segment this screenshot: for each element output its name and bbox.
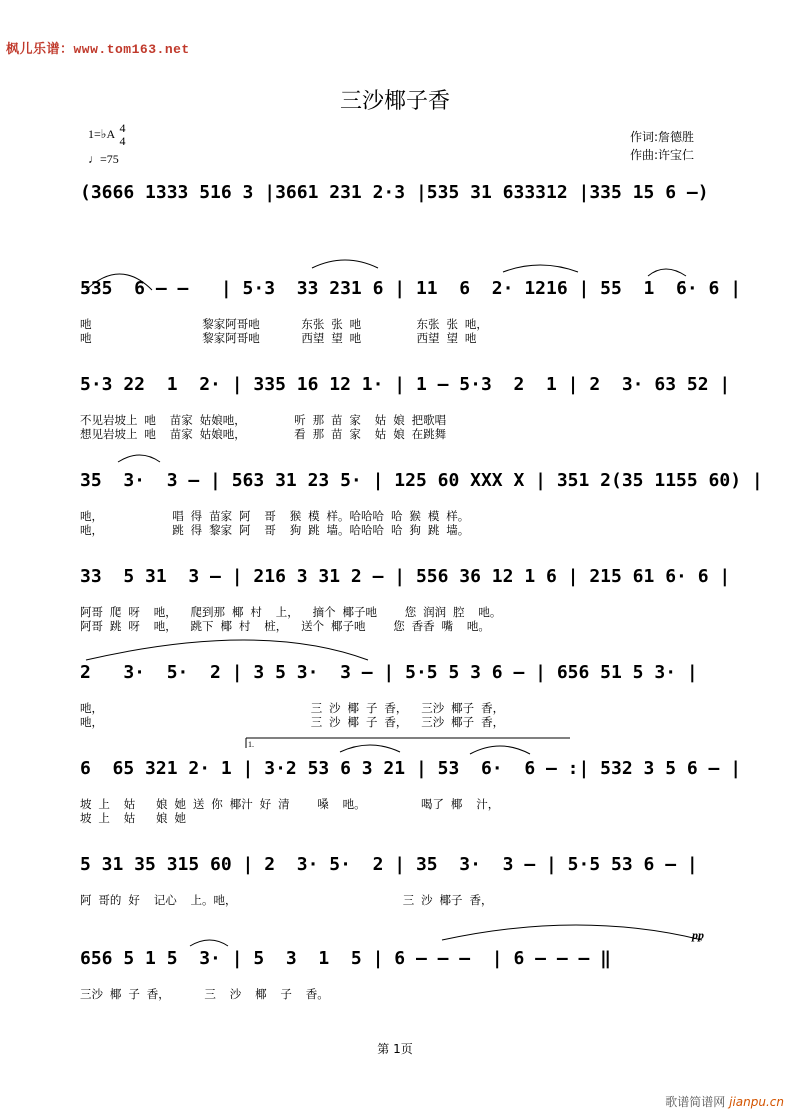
lyric-verse-1: 吔 黎家阿哥吔 东张 张 吔 东张 张 吔，	[80, 317, 488, 331]
page-title: 三沙椰子香	[339, 89, 450, 114]
lyric-verse-2: 吔， 跳 得 黎家 阿 哥 狗 跳 墙。哈哈哈 哈 狗 跳 墙。	[80, 523, 470, 537]
lyric-verse-1: 不见岩坡上 吔 苗家 姑娘吔， 听 那 苗 家 姑 娘 把歌唱	[80, 413, 447, 427]
site-label: 枫儿乐谱：www.tom163.net	[6, 42, 190, 57]
slur	[190, 940, 228, 946]
notation-line: 2 3· 5· 2 | 3 5 3· 3 – | 5·5 5 3 6 – | 656 51 5 3· |	[80, 662, 698, 683]
lyric-verse-1: 坡 上 姑 娘 她 送 你 椰汁 好 清 嗓 吔。 喝了 椰 汁，	[80, 797, 500, 811]
composer-credit: 作曲:许宝仁	[630, 148, 695, 162]
lyric-verse-2: 吔 黎家阿哥吔 西望 望 吔 西望 望 吔	[80, 331, 477, 345]
slur	[648, 269, 686, 276]
lyric-verse-1: 吔， 唱 得 苗家 阿 哥 猴 模 样。哈哈哈 哈 猴 模 样。	[80, 509, 470, 523]
slur	[312, 260, 378, 268]
slur	[86, 274, 152, 290]
watermark-left: 歌谱简谱网	[665, 1095, 726, 1109]
page-number: 第 1页	[377, 1042, 413, 1056]
flat-sign: ♭	[100, 126, 107, 141]
lyricist-credit: 作词:詹德胜	[630, 130, 695, 144]
tempo-mark: ♩=75	[88, 152, 119, 166]
time-beats: 4	[119, 121, 126, 135]
key-prefix: 1=	[88, 126, 101, 141]
slur	[118, 455, 160, 462]
notation-line: 5 31 35 315 60 | 2 3· 5· 2 | 35 3· 3 – | 5·5 53 6 – |	[80, 854, 698, 875]
slur	[442, 925, 702, 940]
lyric-verse-1: 三沙 椰 子 香， 三 沙 椰 子 香。	[80, 987, 329, 1001]
watermark-right: jianpu.cn	[729, 1095, 784, 1109]
notation-line: 35 3· 3 – | 563 31 23 5· | 125 60 XXX X | 351 2(35 1155 60) |	[80, 470, 763, 491]
watermark	[665, 1093, 784, 1110]
time-unit: 4	[119, 134, 126, 148]
key-note: A	[106, 126, 115, 141]
slur	[340, 745, 400, 752]
notation-line: 656 5 1 5 3· | 5 3 1 5 | 6 – – – | 6 – – – ‖	[80, 948, 612, 969]
lyric-verse-1: 阿哥 爬 呀 吔， 爬到那 椰 村 上， 摘个 椰子吔 您 润润 腔 吔。	[80, 605, 502, 619]
lyric-verse-2: 坡 上 姑 娘 她	[80, 811, 186, 825]
slur	[86, 640, 368, 660]
slur	[470, 746, 530, 754]
volta-label: 1.	[248, 740, 254, 749]
notation-line: (3666 1333 516 3 |3661 231 2·3 |535 31 633312 |335 15 6 –)	[80, 182, 709, 203]
lyric-verse-2: 想见岩坡上 吔 苗家 姑娘吔， 看 那 苗 家 姑 娘 在跳舞	[80, 427, 447, 441]
slur	[503, 265, 578, 272]
lyric-verse-1: 吔， 三 沙 椰 子 香， 三沙 椰子 香，	[80, 701, 505, 715]
notation-line: 5·3 22 1 2· | 335 16 12 1· | 1 – 5·3 2 1 | 2 3· 63 52 |	[80, 374, 731, 395]
notation-line: 535 6 – – | 5·3 33 231 6 | 11 6 2· 1216 | 55 1 6· 6 |	[80, 278, 742, 299]
lyric-verse-2: 阿哥 跳 呀 吔， 跳下 椰 村 桩， 送个 椰子吔 您 香香 嘴 吔。	[80, 619, 490, 633]
notation-line: 33 5 31 3 – | 216 3 31 2 – | 556 36 12 1 6 | 215 61 6· 6 |	[80, 566, 731, 587]
notation-line: 6 65 321 2· 1 | 3·2 53 6 3 21 | 53 6· 6 – :| 532 3 5 6 – |	[80, 758, 742, 779]
lyric-verse-2: 吔， 三 沙 椰 子 香， 三沙 椰子 香，	[80, 715, 505, 729]
dynamic-mark: pp	[692, 928, 704, 942]
lyric-verse-1: 阿 哥的 好 记心 上。吔， 三 沙 椰子 香，	[80, 893, 493, 907]
